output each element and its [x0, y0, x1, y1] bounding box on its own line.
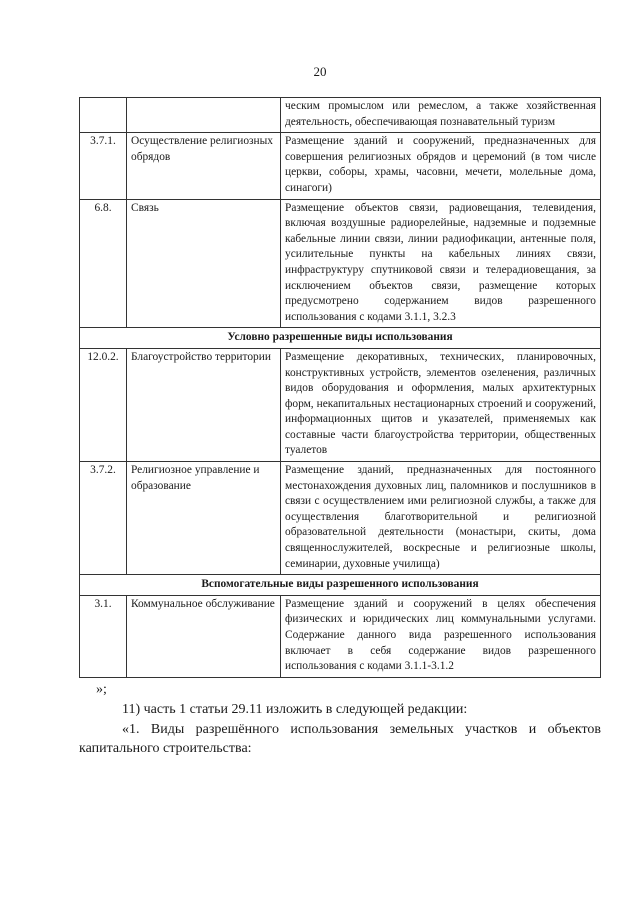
- row-name: Благоустройство территории: [127, 348, 281, 461]
- row-code: 12.0.2.: [80, 348, 127, 461]
- row-description: Размещение объектов связи, радиовещания, телевидения, включая воздушные радиорелейные, надземные и подземные кабельные линии связи, линии радиофикации, антенные поля, усилительные пункты на кабельных линиях связи, инфраструктуру спутниковой связи и телерадиовещания, за исключением объектов связи, размещение которых предусмотрено содержанием видов разрешенного использования с кодами 3.1.1, 3.2.3: [281, 199, 601, 328]
- row-code: 3.1.: [80, 595, 127, 677]
- row-name: [127, 98, 281, 133]
- table-row: [80, 199, 601, 328]
- section-title: Вспомогательные виды разрешенного использования: [80, 575, 601, 596]
- table-row: [80, 462, 601, 575]
- row-name: Осуществление религиозных обрядов: [127, 133, 281, 199]
- land-use-table: [79, 97, 601, 678]
- row-description: Размещение зданий и сооружений в целях обеспечения физических и юридических лиц коммунальными услугами. Содержание данного вида разрешенного использования включает в себя содержание видов разрешенного использования с кодами 3.1.1-3.1.2: [281, 595, 601, 677]
- row-code: [80, 98, 127, 133]
- row-code: 6.8.: [80, 199, 127, 328]
- row-description: Размещение декоративных, технических, планировочных, конструктивных устройств, элементов озеленения, различных видов оборудования и оформления, малых архитектурных форм, некапитальных нестационарных строений и сооружений, информационных щитов и указателей, применяемых как составные части благоустройства территории, общественных туалетов: [281, 348, 601, 461]
- row-name: Коммунальное обслуживание: [127, 595, 281, 677]
- row-name: Связь: [127, 199, 281, 328]
- amendment-item-11: [79, 700, 601, 719]
- table-row: [80, 133, 601, 199]
- row-description: Размещение зданий, предназначенных для постоянного местонахождения духовных лиц, паломников и послушников в связи с осуществлением ими религиозной службы, а также для осуществления благотворительной и религиозной образовательной деятельности (монастыри, скиты, дома священнослужителей, воскресные и религиозные школы, семинарии, духовные училища): [281, 462, 601, 575]
- section-title: Условно разрешенные виды использования: [80, 328, 601, 349]
- new-wording-paragraph: [79, 720, 601, 758]
- row-code: 3.7.2.: [80, 462, 127, 575]
- section-header-auxiliary: [80, 575, 601, 596]
- new-wording-text: «1. Виды разрешённого использования земельных участков и объектов капитального строительства:: [79, 722, 601, 756]
- table-row: [80, 595, 601, 677]
- amendment-item-11-text: 11) часть 1 статьи 29.11 изложить в следующей редакции:: [122, 702, 468, 717]
- closing-quote-text: »;: [96, 682, 107, 697]
- page-number: 20: [313, 64, 327, 79]
- row-name: Религиозное управление и образование: [127, 462, 281, 575]
- row-description: ческим промыслом или ремеслом, а также хозяйственная деятельность, обеспечивающая познавательный туризм: [281, 98, 601, 133]
- table-row: [80, 348, 601, 461]
- section-header-conditional: [80, 328, 601, 349]
- table-row: [80, 98, 601, 133]
- closing-quote: [79, 680, 618, 699]
- row-code: 3.7.1.: [80, 133, 127, 199]
- row-description: Размещение зданий и сооружений, предназначенных для совершения религиозных обрядов и церемоний (в том числе церкви, соборы, храмы, часовни, мечети, молельные дома, синагоги): [281, 133, 601, 199]
